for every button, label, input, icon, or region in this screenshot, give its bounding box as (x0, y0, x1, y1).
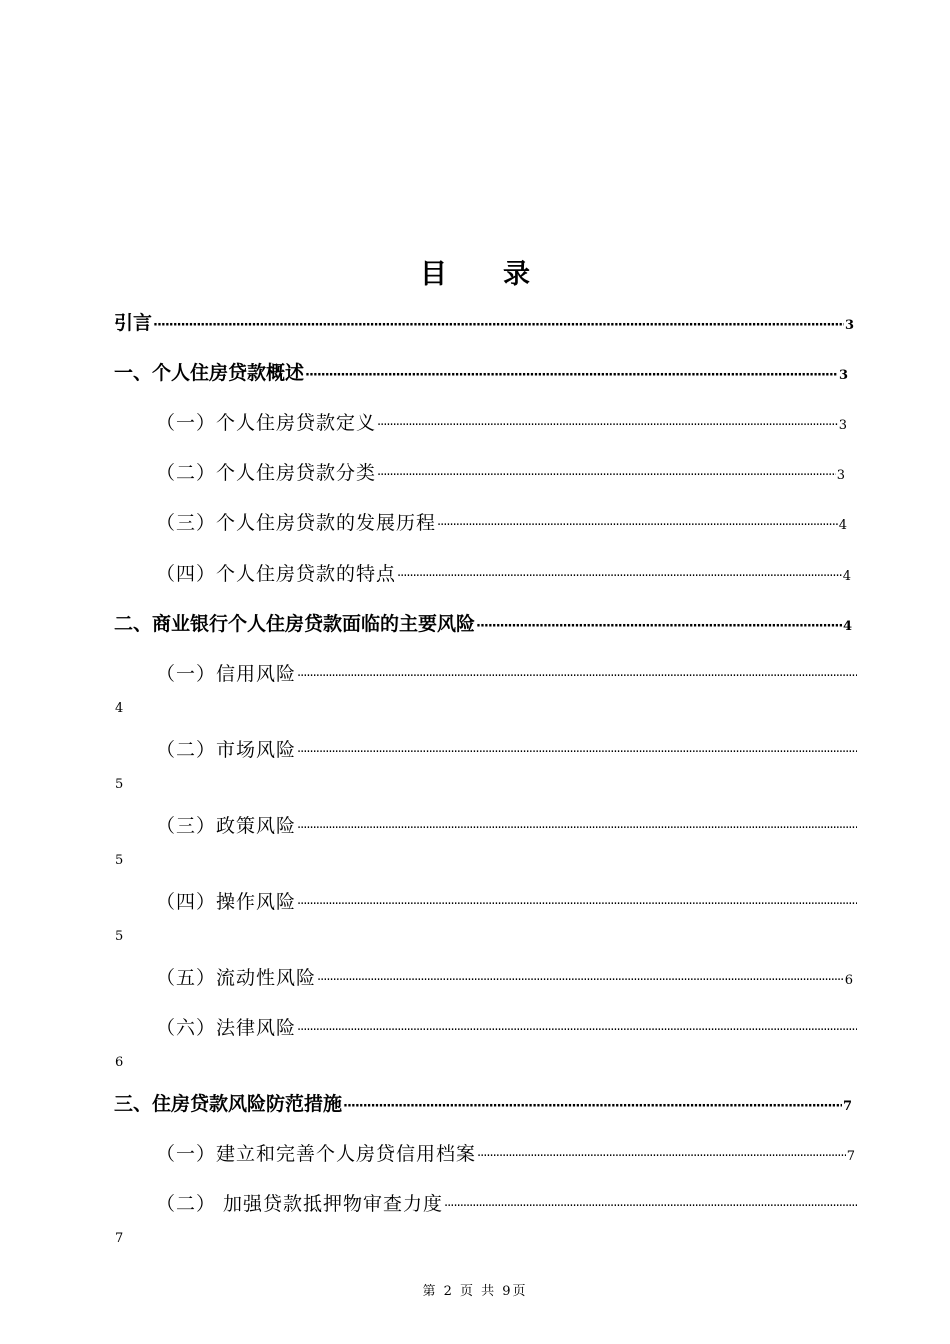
toc-entry-page: 4 (842, 569, 852, 584)
toc-entry-page: 3 (838, 418, 848, 433)
toc-leader-dots (476, 613, 842, 635)
toc-entry-page: 4 (842, 619, 852, 634)
toc-entry-page-wrapped: 5 (115, 777, 124, 792)
toc-entry-label: （二）市场风险 (156, 739, 297, 761)
toc-entry-page: 3 (844, 318, 854, 333)
toc-entry-page-wrapped: 6 (115, 1055, 124, 1070)
toc-entry-2-5[interactable] (156, 963, 854, 993)
toc-entry-page: 3 (836, 468, 846, 483)
toc-entry-label: 引言 (114, 312, 153, 334)
toc-entry-label: （一）个人住房贷款定义 (156, 412, 377, 434)
toc-entry-3-2[interactable] (156, 1189, 858, 1219)
toc-entry-label: （四）个人住房贷款的特点 (156, 563, 397, 585)
toc-leader-dots (317, 967, 844, 989)
toc-entry-chapter-3[interactable] (114, 1089, 852, 1119)
toc-entry-1-3[interactable] (156, 508, 848, 538)
toc-entry-chapter-1[interactable] (114, 358, 848, 388)
toc-entry-label: （六）法律风险 (156, 1017, 297, 1039)
toc-leader-dots (297, 663, 857, 685)
toc-entry-page: 7 (846, 1149, 856, 1164)
toc-entry-page-wrapped: 5 (115, 929, 124, 944)
toc-entry-1-4[interactable] (156, 559, 852, 589)
toc-entry-2-3[interactable] (156, 811, 858, 841)
toc-entry-label: （一）建立和完善个人房贷信用档案 (156, 1143, 477, 1165)
toc-leader-dots (297, 815, 857, 837)
toc-entry-1-2[interactable] (156, 458, 846, 488)
toc-leader-dots (343, 1093, 842, 1115)
toc-entry-label: （三）个人住房贷款的发展历程 (156, 512, 437, 534)
toc-entry-label: （一）信用风险 (156, 663, 297, 685)
toc-entry-2-6[interactable] (156, 1013, 858, 1043)
toc-entry-2-1[interactable] (156, 659, 858, 689)
toc-leader-dots (477, 1143, 846, 1165)
page-footer: 第 2 页 共 9页 (422, 1284, 528, 1299)
toc-entry-label: 三、住房贷款风险防范措施 (114, 1093, 343, 1115)
toc-entry-page-wrapped: 5 (115, 853, 124, 868)
toc-entry-chapter-2[interactable] (114, 609, 852, 639)
toc-entry-page: 4 (838, 518, 848, 533)
toc-entry-1-1[interactable] (156, 408, 848, 438)
toc-title: 目录 (420, 259, 586, 290)
toc-entry-page: 7 (842, 1099, 852, 1114)
toc-entry-2-4[interactable] (156, 887, 858, 917)
toc-leader-dots (297, 1017, 857, 1039)
toc-entry-label: （二） 加强贷款抵押物审查力度 (156, 1193, 444, 1215)
toc-entry-label: （三）政策风险 (156, 815, 297, 837)
toc-entry-page: 3 (838, 368, 848, 383)
toc-entry-label: （五）流动性风险 (156, 967, 317, 989)
toc-leader-dots (437, 512, 838, 534)
toc-entry-3-1[interactable] (156, 1139, 856, 1169)
toc-entry-page-wrapped: 7 (115, 1231, 124, 1246)
toc-entry-label: 一、个人住房贷款概述 (114, 362, 305, 384)
toc-entry-page: 6 (844, 973, 854, 988)
toc-leader-dots (305, 362, 838, 384)
toc-leader-dots (444, 1193, 857, 1215)
toc-leader-dots (397, 563, 842, 585)
toc-entry-label: （二）个人住房贷款分类 (156, 462, 377, 484)
toc-entry-intro[interactable] (114, 308, 854, 338)
toc-entry-2-2[interactable] (156, 735, 858, 765)
toc-entry-label: 二、商业银行个人住房贷款面临的主要风险 (114, 613, 476, 635)
toc-entry-label: （四）操作风险 (156, 891, 297, 913)
toc-leader-dots (297, 891, 857, 913)
toc-leader-dots (377, 462, 836, 484)
toc-entry-page-wrapped: 4 (115, 701, 124, 716)
toc-leader-dots (153, 312, 844, 334)
toc-leader-dots (377, 412, 838, 434)
toc-leader-dots (297, 739, 857, 761)
